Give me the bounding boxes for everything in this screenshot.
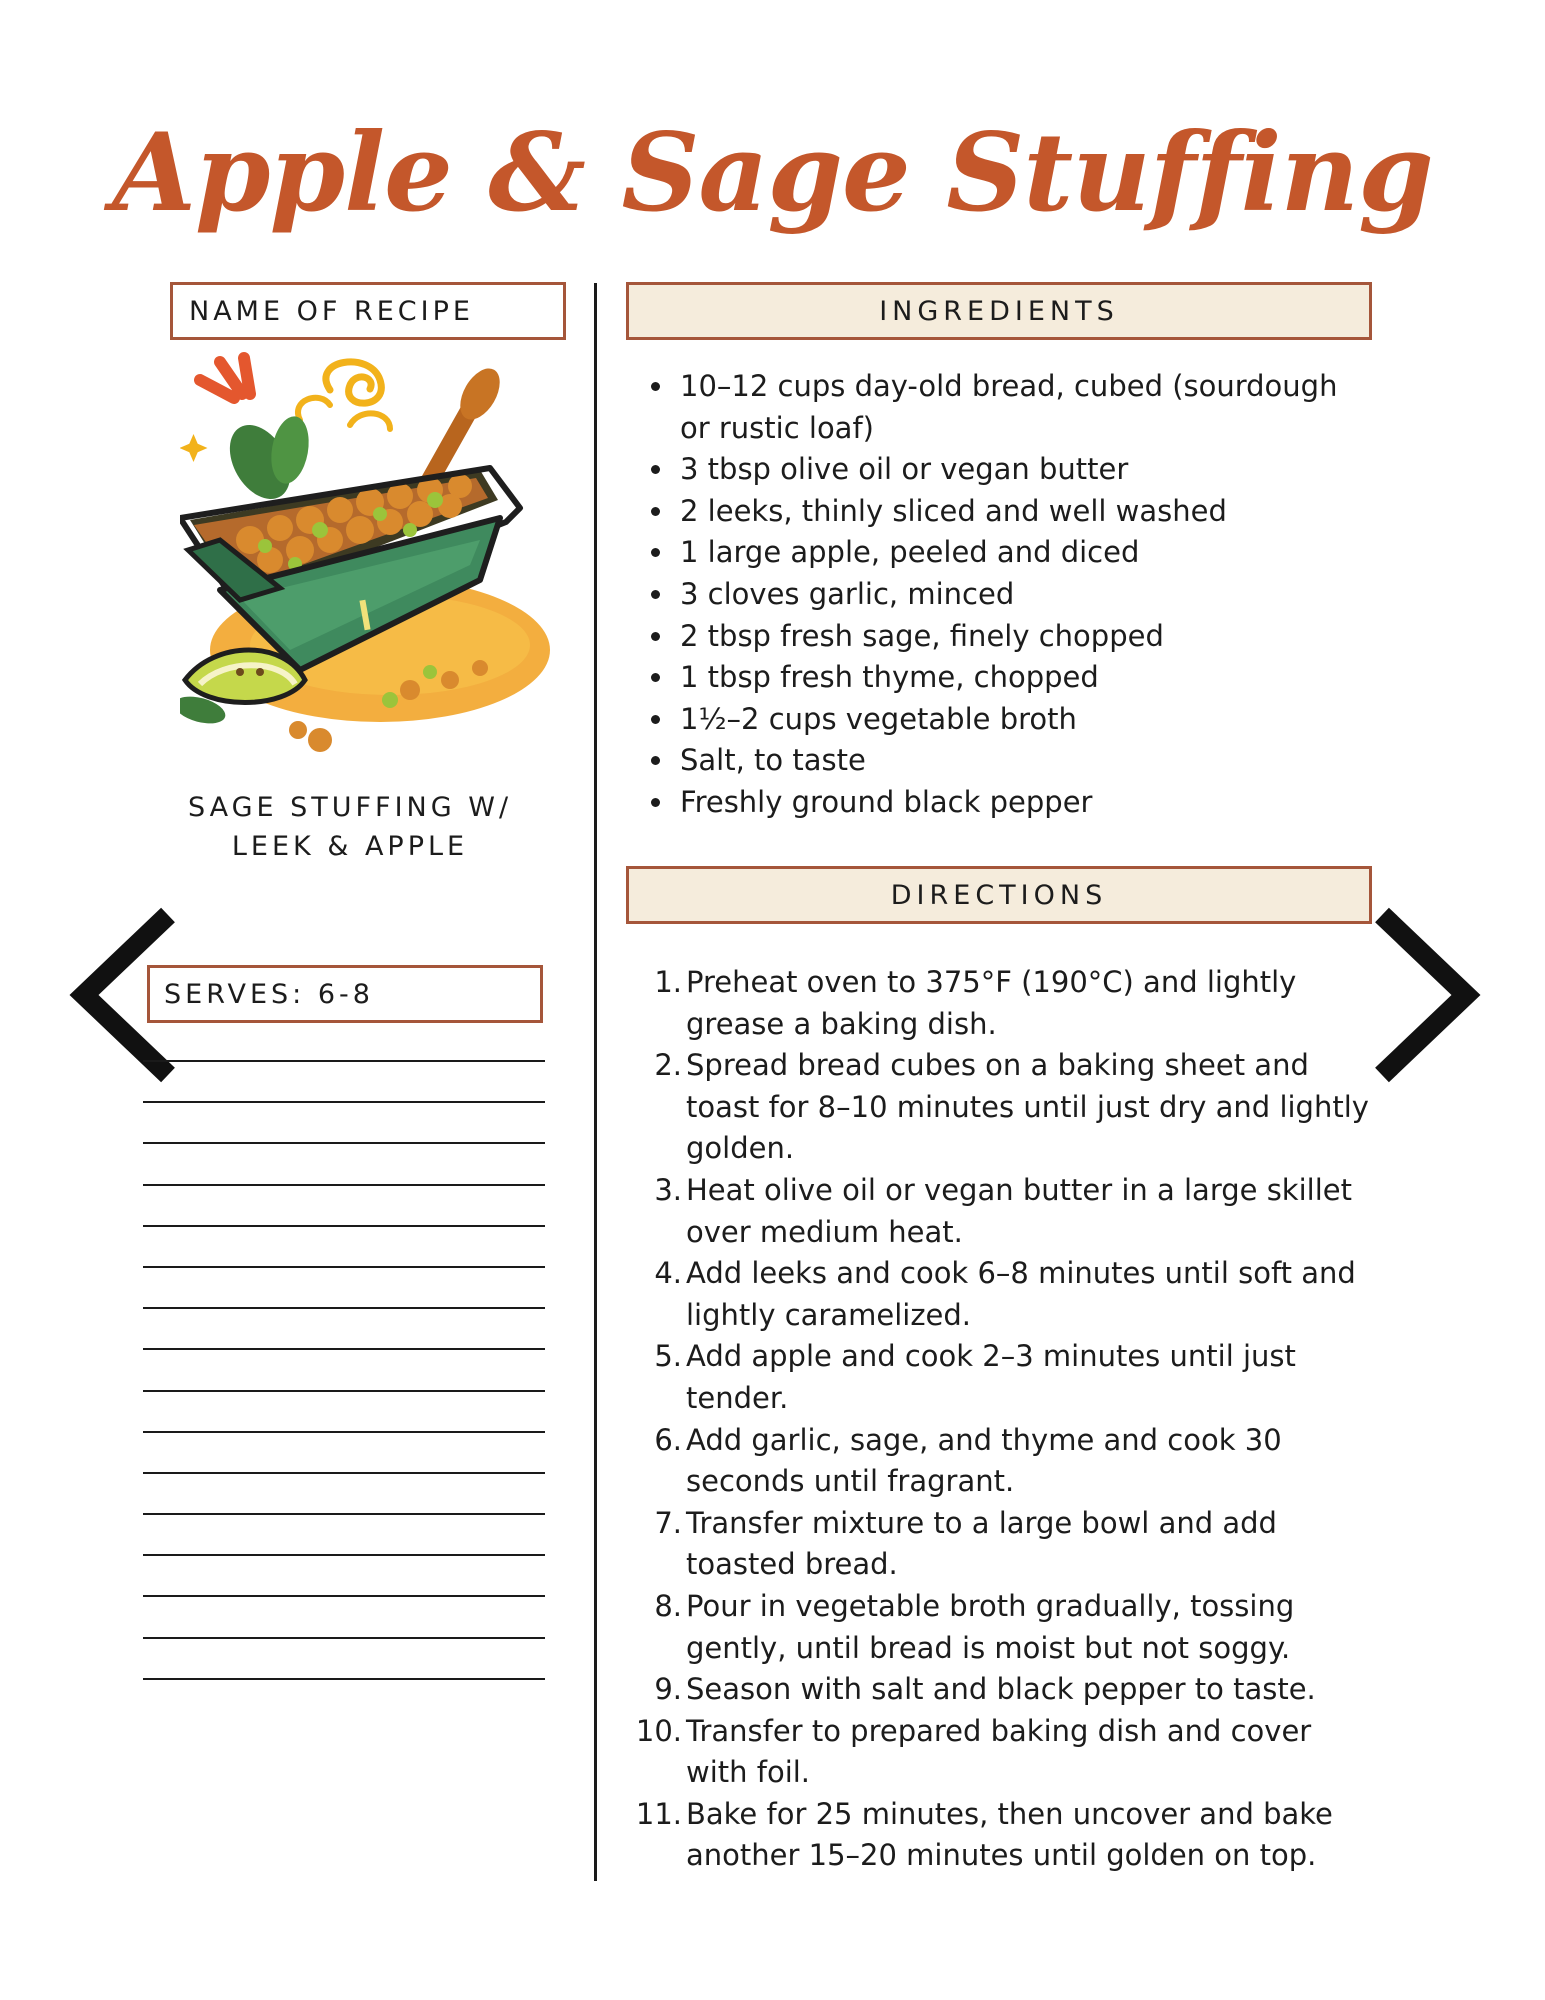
note-line — [143, 1431, 545, 1433]
direction-step — [635, 1711, 1370, 1794]
step-number: 3. — [654, 1172, 682, 1207]
note-line — [143, 1266, 545, 1268]
ingredients-list — [640, 366, 1370, 824]
step-number: 4. — [654, 1256, 682, 1291]
ingredient-item: • 2 tbsp fresh sage, finely chopped — [676, 616, 1370, 658]
step-number: 10. — [635, 1713, 682, 1748]
direction-step — [640, 1586, 1370, 1669]
column-divider — [594, 283, 597, 1881]
direction-step — [640, 1503, 1370, 1586]
recipe-name-label: NAME OF RECIPE — [170, 282, 566, 340]
ingredient-item: • Freshly ground black pepper — [676, 782, 1370, 824]
ingredient-item: • 1 large apple, peeled and diced — [676, 532, 1370, 574]
step-text: Transfer to prepared baking dish and cover with foil. — [686, 1713, 1312, 1790]
step-text: Season with salt and black pepper to taste. — [686, 1672, 1316, 1707]
page-title: Apple & Sage Stuffing — [112, 110, 1433, 236]
step-number: 6. — [654, 1422, 682, 1457]
ingredient-item: • 1½–2 cups vegetable broth — [676, 699, 1370, 741]
ingredient-item: • Salt, to taste — [676, 740, 1370, 782]
direction-step — [640, 1420, 1370, 1503]
step-number: 1. — [654, 965, 682, 999]
note-line — [143, 1678, 545, 1680]
direction-step — [640, 962, 1370, 1045]
note-line — [143, 1225, 545, 1227]
step-text: Add apple and cook 2–3 minutes until just tender. — [686, 1339, 1296, 1415]
note-line — [143, 1184, 545, 1186]
directions-heading: DIRECTIONS — [626, 866, 1372, 924]
recipe-name — [140, 788, 560, 866]
step-text: Add garlic, sage, and thyme and cook 30 seconds until fragrant. — [686, 1422, 1282, 1499]
directions-list — [635, 962, 1370, 1877]
direction-step — [640, 1045, 1370, 1170]
ingredient-item: • 1 tbsp fresh thyme, chopped — [676, 657, 1370, 699]
ingredients-heading: INGREDIENTS — [626, 282, 1372, 340]
direction-step — [640, 1170, 1370, 1253]
note-line — [143, 1637, 545, 1639]
step-number: 11. — [635, 1796, 682, 1831]
note-line — [143, 1142, 545, 1144]
step-text: Transfer mixture to a large bowl and add toasted bread. — [686, 1505, 1277, 1582]
note-line — [143, 1390, 545, 1392]
step-number: 2. — [654, 1048, 682, 1083]
step-text: Heat olive oil or vegan butter in a large skillet over medium heat. — [686, 1172, 1352, 1249]
step-text: Spread bread cubes on a baking sheet and toast for 8–10 minutes until just dry and lightly golden. — [686, 1048, 1369, 1166]
step-number: 9. — [654, 1672, 682, 1707]
step-text: Pour in vegetable broth gradually, tossing gently, until bread is moist but not soggy. — [686, 1588, 1295, 1665]
stuffing-casserole-illustration — [180, 350, 570, 770]
note-line — [143, 1595, 545, 1597]
note-line — [143, 1060, 545, 1062]
note-line — [143, 1554, 545, 1556]
ingredient-item: • 3 tbsp olive oil or vegan butter — [676, 449, 1370, 491]
step-text: Bake for 25 minutes, then uncover and bake another 15–20 minutes until golden on top. — [686, 1796, 1333, 1873]
note-line — [143, 1513, 545, 1515]
ingredient-item: • 2 leeks, thinly sliced and well washed — [676, 491, 1370, 533]
note-line — [143, 1307, 545, 1309]
ingredient-item: • 3 cloves garlic, minced — [676, 574, 1370, 616]
step-number: 5. — [654, 1339, 682, 1374]
step-text: Add leeks and cook 6–8 minutes until soft and lightly caramelized. — [686, 1256, 1356, 1332]
step-number: 8. — [654, 1588, 682, 1623]
direction-step — [640, 1336, 1370, 1419]
recipe-name-line-1: SAGE STUFFING W/ — [187, 792, 513, 823]
note-line — [143, 1472, 545, 1474]
chevron-right-icon[interactable] — [1362, 905, 1482, 1085]
notes-lines — [143, 1060, 545, 1719]
step-number: 7. — [654, 1505, 682, 1540]
note-line — [143, 1348, 545, 1350]
step-text: Preheat oven to 375°F (190°C) and lightly grease a baking dish. — [686, 965, 1297, 1041]
direction-step — [640, 1253, 1370, 1336]
direction-step — [635, 1794, 1370, 1877]
serves-label: SERVES: 6-8 — [147, 965, 543, 1023]
recipe-name-line-2: LEEK & APPLE — [231, 831, 469, 862]
direction-step — [640, 1669, 1370, 1711]
note-line — [143, 1101, 545, 1103]
ingredient-item: • 10–12 cups day-old bread, cubed (sourdough or rustic loaf) — [676, 366, 1370, 449]
